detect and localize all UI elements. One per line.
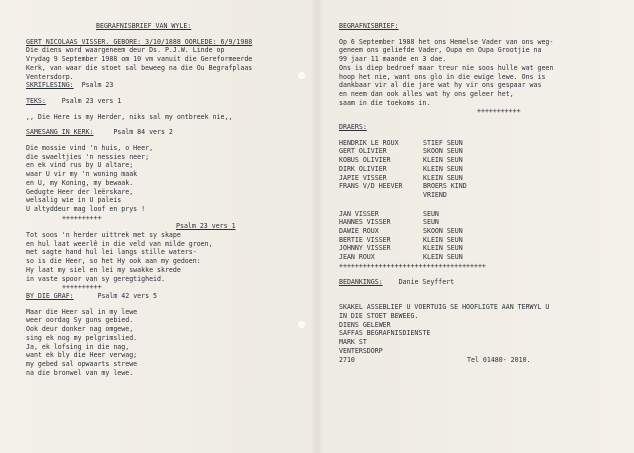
bearer-name: JOHNNY VISSER	[339, 244, 391, 253]
service-line: Ventersdorp.	[26, 72, 74, 81]
verse-line: want ek bly die Heer verwag;	[26, 351, 138, 360]
verse-line: so is die Heer, so het Hy ook aan my gedoen:	[26, 257, 201, 266]
grave-line	[26, 292, 308, 301]
bearer-name	[339, 191, 423, 200]
verse-line: U altyddeur mag loof en prys !	[26, 204, 146, 213]
song1-verse	[26, 144, 308, 214]
service-line: Kerk, van waar die stoet sal beweeg na die Ou Begrafplaas	[26, 63, 253, 72]
bearer-name: DIRK OLIVIER	[339, 164, 387, 173]
verse-line: Hy laat my siel en lei my swakke skrede	[26, 265, 181, 274]
thanks-label: BEDANKINGS:	[339, 277, 383, 286]
verse-line: en hul laat weerlê in die veld van milde groen,	[26, 239, 213, 248]
bearer-relation: KLEIN SEUN	[423, 156, 463, 165]
reading-line	[26, 81, 308, 90]
verse-line: met sagte hand hul lei langs stille waters-	[26, 248, 197, 257]
notice-line: IN DIE STOET BEWEEG.	[339, 311, 419, 320]
left-heading: BEGRAFNISBRIEF VAN WYLE:	[96, 22, 192, 30]
bearer-row	[339, 253, 619, 262]
verse-line: na die bronwel van my lewe.	[26, 368, 134, 377]
separator: ++++++++++	[62, 283, 102, 292]
notice-line: en neem dan ook alles wat hy ons geleer het,	[339, 89, 514, 98]
verse-line: Ja, ek lofsing in die nag,	[26, 342, 130, 351]
bearer-row	[339, 236, 619, 245]
headlights-notice	[339, 303, 619, 320]
reading-value: Psalm 23	[81, 81, 114, 90]
verse-line: Ook deur donker nag omgewe,	[26, 325, 134, 334]
bearer-relation: BROERS KIND	[423, 182, 467, 191]
notice-line: SKAKEL ASSEBLIEF U VOERTUIG SE HOOFLIGTE AAN TERWYL U	[339, 303, 550, 312]
service-line: Vrydag 9 September 1988 om 10 vm vanuit die Gereformeerde	[26, 55, 253, 64]
thanks-line	[339, 278, 619, 287]
text-value: Psalm 23 vers 1	[61, 96, 122, 105]
telephone: Tel 01480- 2010.	[467, 355, 531, 364]
bearer-relation: SEUN	[423, 218, 439, 227]
verse-line: Tot soos 'n herder uittrek met sy skape	[26, 231, 181, 240]
address-line: DIENS GELEWER	[339, 320, 391, 329]
verse-line: welsalig wie in U paleis	[26, 196, 122, 205]
text-line	[26, 97, 308, 106]
bearer-row	[339, 174, 619, 183]
grave-verse	[26, 308, 308, 378]
bearer-row	[339, 147, 619, 156]
bearer-name: HENDRIK LE ROUX	[339, 138, 399, 147]
separator: +++++++++++	[477, 107, 521, 116]
song1-line	[26, 128, 308, 137]
notice-text	[339, 38, 619, 108]
bearer-name: JAN VISSER	[339, 209, 379, 218]
psalm2-verse	[26, 231, 308, 283]
bearer-relation: SKOON SEUN	[423, 147, 463, 156]
bearer-row	[339, 191, 619, 200]
scripture-quote: ,, Die Here is my Herder, niks sal my ontbreek nie,,	[26, 112, 233, 121]
address-line: MARK ST	[339, 338, 367, 347]
bearer-row	[339, 139, 619, 148]
verse-line: die swaeltjies 'n nessies neer;	[26, 152, 150, 161]
service-line: Die diens word waargeneem deur Ds. P.J.W. Linde op	[26, 46, 225, 55]
text-label: TEKS:	[26, 96, 46, 105]
bearer-name: FRANS V/D HEEVER	[339, 182, 403, 191]
bearers-list	[339, 139, 619, 200]
bearer-relation: KLEIN SEUN	[423, 173, 463, 182]
verse-line: en ek vind rus by U altare;	[26, 161, 134, 170]
bearer-relation: VRIEND	[423, 190, 447, 199]
thanks-value: Danie Seyffert	[398, 277, 455, 286]
bearers-label: DRAERS:	[339, 123, 367, 132]
grave-label: BY DIE GRAF:	[26, 291, 74, 300]
bearers-list-second	[339, 210, 619, 262]
bearer-name: DAWIE ROUX	[339, 227, 379, 236]
notice-line: 99 jaar 11 maande en 3 dae.	[339, 55, 447, 64]
bearer-name: JEAN ROUX	[339, 253, 375, 262]
bearer-row	[339, 227, 619, 236]
left-page	[26, 22, 308, 377]
undertaker-address	[339, 321, 619, 365]
bearer-name: GERT OLIVIER	[339, 147, 387, 156]
verse-line: Gedugte Heer der leërskare,	[26, 187, 134, 196]
bearer-row	[339, 210, 619, 219]
verse-line: in vaste spoor van sy geregtigheid.	[26, 274, 165, 283]
reading-label: SKRIFLESING:	[26, 81, 74, 90]
verse-line: waar U vir my 'n woning maak	[26, 170, 138, 179]
bearer-row	[339, 156, 619, 165]
postcode: 2710	[339, 355, 355, 364]
notice-line: geneem ons geliefde Vader, Oupa en Oupa Grootjie na	[339, 46, 542, 55]
bearer-relation: KLEIN SEUN	[423, 253, 463, 262]
bearer-relation: STIEF SEUN	[423, 138, 463, 147]
bearer-name: KOBUS OLIVIER	[339, 156, 391, 165]
notice-line: Op 6 September 1988 het ons Hemelse Vader van ons weg-	[339, 37, 554, 46]
bearer-name: HANNES VISSER	[339, 218, 391, 227]
song1-label: SAMESANG IN KERK:	[26, 128, 94, 137]
verse-line: en U, my Koning, my bewaak.	[26, 178, 134, 187]
notice-line: dankbaar vir al die jare wat hy vir ons gespaar was	[339, 81, 542, 90]
bearer-row	[339, 165, 619, 174]
grave-value: Psalm 42 vers 5	[97, 291, 158, 300]
psalm2-label: Psalm 23 vers 1	[176, 222, 236, 231]
bearer-name: BERTIE VISSER	[339, 235, 391, 244]
bearer-relation: KLEIN SEUN	[423, 235, 463, 244]
bearer-row	[339, 244, 619, 253]
deceased-name-line: GERT NICOLAAS VISSER. GEBORE: 3/10/1888 OORLEDE: 6/9/1988	[26, 37, 253, 46]
verse-line: weer oordag Sy guns gebied.	[26, 316, 134, 325]
postcode-tel-line	[339, 356, 619, 365]
bearer-relation: SKOON SEUN	[423, 227, 463, 236]
verse-line: sing ek nog my pelgrimslied.	[26, 333, 138, 342]
verse-line: Maar die Heer sal in my lewe	[26, 307, 138, 316]
notice-line: saam in die toekoms in.	[339, 98, 431, 107]
address-line: VENTERSDORP	[339, 346, 383, 355]
verse-line: Die mossie vind 'n huis, o Heer,	[26, 144, 154, 153]
bearer-row	[339, 218, 619, 227]
right-heading: BEGRAFNISBRIEF:	[339, 22, 399, 30]
bearer-relation: KLEIN SEUN	[423, 164, 463, 173]
separator: ++++++++++	[62, 213, 102, 222]
song1-value: Psalm 84 vers 2	[113, 128, 173, 137]
bearer-row	[339, 182, 619, 191]
notice-line: hoop het nie, want ons glo in die ewige lewe. Ons is	[339, 72, 546, 81]
bearer-name: JAPIE VISSER	[339, 173, 387, 182]
verse-line: my gebed sal opwaarts strewe	[26, 359, 138, 368]
right-page	[339, 22, 619, 364]
bearer-relation: SEUN	[423, 209, 439, 218]
notice-line: Ons is diep bedroef maar treur nie soos hulle wat geen	[339, 63, 554, 72]
service-text	[26, 46, 308, 81]
address-line: SAFFAS BEGRAFNISDIENSTE	[339, 329, 431, 338]
bearer-relation: KLEIN SEUN	[423, 244, 463, 253]
separator: +++++++++++++++++++++++++++++++++++++	[339, 261, 486, 270]
